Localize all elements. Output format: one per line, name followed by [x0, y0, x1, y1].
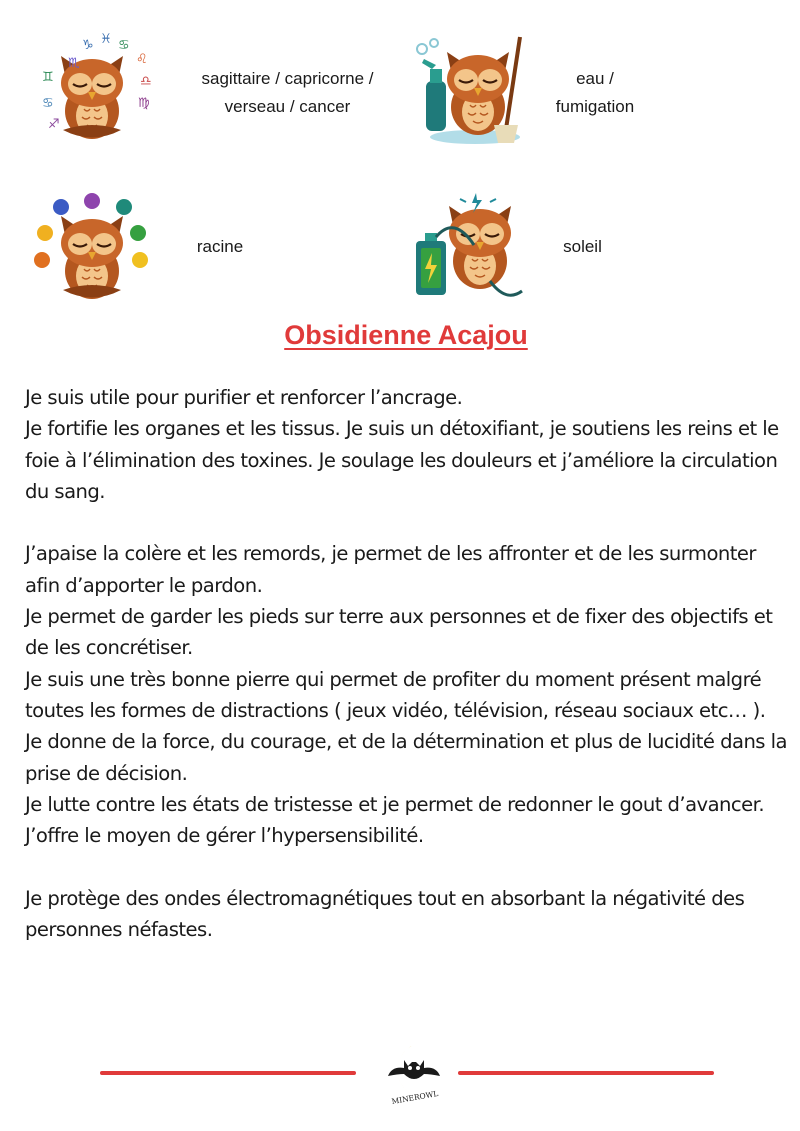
cleaning-owl-icon	[410, 25, 540, 155]
paragraph-spacer	[25, 851, 795, 882]
paragraph: Je suis une très bonne pierre qui permet de profiter du moment présent malgré toutes les formes de distractions ( jeux vidéo, télévision, réseau sociaux etc… ).	[25, 667, 766, 722]
logo-text: MINEROWL	[390, 1088, 439, 1107]
paragraph: Je protège des ondes électromagnétiques tout en absorbant la négativité des personnes néfastes.	[25, 886, 745, 942]
page-title: Obsidienne Acajou	[284, 320, 528, 350]
divider-left	[100, 1071, 356, 1075]
paragraph: Je fortifie les organes et les tissus. Je suis un détoxifiant, je soutiens les reins et le foie à l’élimination des toxines. Je soulage les douleurs et j’améliore la circulation du sang.	[25, 417, 779, 503]
svg-text:♎: ♎	[140, 74, 152, 89]
charging-owl-icon	[410, 185, 540, 315]
svg-text:♑: ♑	[82, 38, 94, 53]
svg-text:♍: ♍	[138, 96, 150, 111]
svg-text:♋: ♋	[42, 96, 54, 111]
info-card-zodiac	[30, 25, 400, 155]
paragraph: Je lutte contre les états de tristesse et je permet de redonner le gout d’avancer.	[25, 792, 765, 816]
zodiac-owl-icon	[30, 25, 170, 155]
svg-text:♐: ♐	[48, 117, 60, 132]
info-card-label: sagittaire / capricorne / verseau / cancer	[201, 69, 374, 116]
paragraph: Je permet de garder les pieds sur terre aux personnes et de fixer des objectifs et de les concrétiser.	[25, 605, 773, 660]
info-card-label: racine	[196, 237, 244, 256]
info-card-label: soleil	[563, 237, 602, 256]
svg-text:♋: ♋	[118, 38, 130, 53]
paragraph-spacer	[25, 507, 795, 538]
minerowl-logo-icon	[380, 1040, 450, 1110]
info-card-label: eau / fumigation	[555, 69, 635, 116]
svg-text:♓: ♓	[100, 32, 112, 47]
paragraph: J’apaise la colère et les remords, je permet de les affronter et de les surmonter afin d’apporter le pardon.	[25, 542, 756, 597]
info-card-charging	[410, 185, 770, 315]
description-text	[25, 382, 795, 945]
info-card-chakra	[30, 185, 310, 315]
paragraph: J’offre le moyen de gérer l’hypersensibilité.	[25, 824, 424, 848]
svg-text:♏: ♏	[68, 56, 80, 71]
info-card-cleaning	[410, 25, 770, 155]
chakra-owl-icon	[30, 185, 170, 315]
paragraph: Je suis utile pour purifier et renforcer l’ancrage.	[25, 386, 463, 409]
svg-text:♊: ♊	[42, 70, 54, 85]
divider-right	[458, 1071, 714, 1075]
svg-text:♌: ♌	[136, 52, 148, 67]
paragraph: Je donne de la force, du courage, et de la détermination et plus de lucidité dans la prise de décision.	[25, 730, 787, 785]
